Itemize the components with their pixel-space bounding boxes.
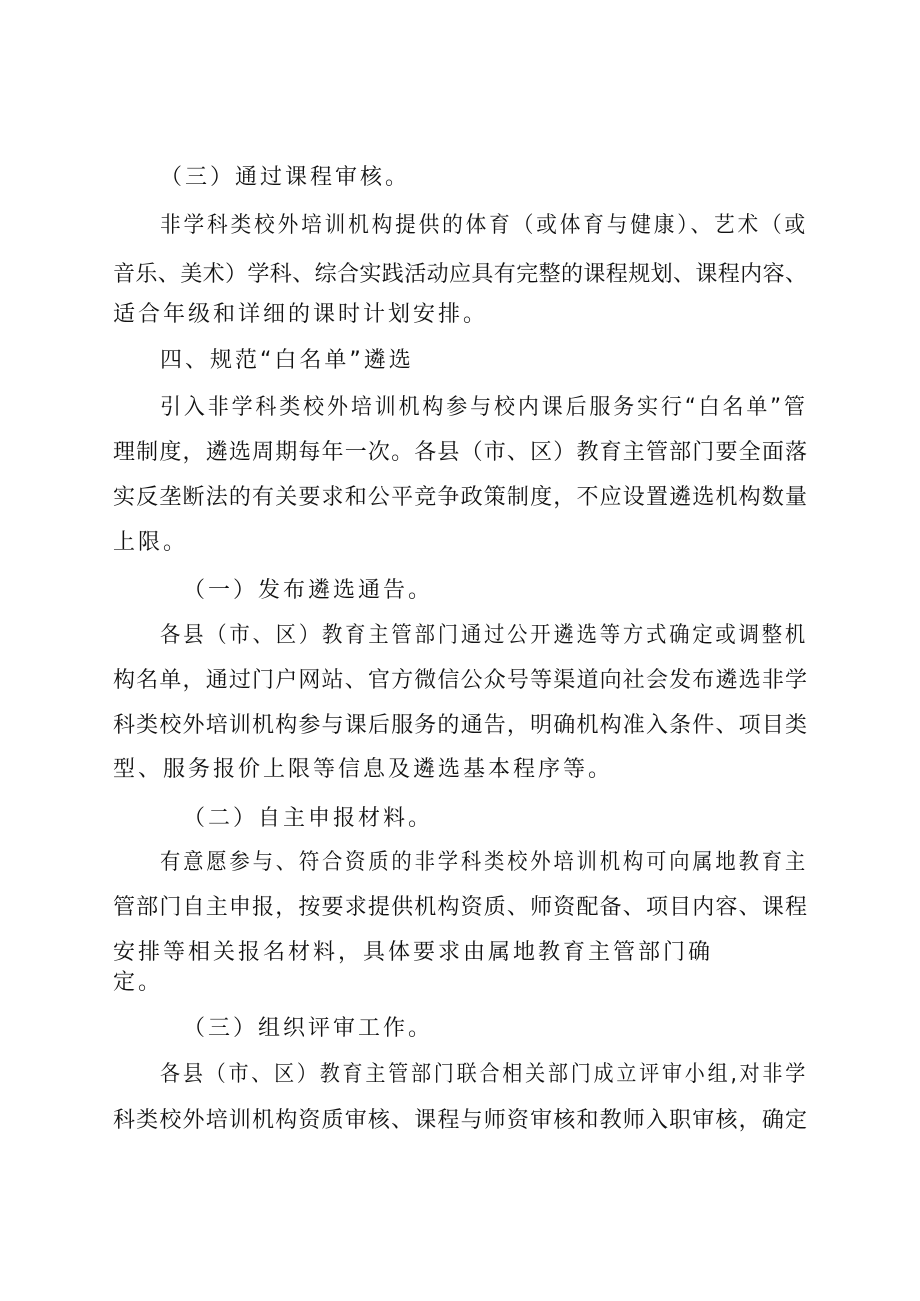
- section-heading-whitelist: 四、规范“白名单”遴选: [160, 348, 414, 373]
- subheading-self-declaration: （二）自主申报材料。: [183, 806, 434, 831]
- paragraph-line: 实反垄断法的有关要求和公平竞争政策制度，不应设置遴选机构数量: [113, 485, 807, 510]
- paragraph-line: 非学科类校外培训机构提供的体育（或体育与健康）、艺术（或: [160, 213, 809, 238]
- paragraph-line: 科类校外培训机构资质审核、课程与师资审核和教师入职审核，确定: [113, 1108, 807, 1133]
- paragraph-line: 上限。: [113, 530, 189, 555]
- paragraph-line: 引入非学科类校外培训机构参与校内课后服务实行“白名单”管: [160, 395, 808, 420]
- paragraph-line: 科类校外培训机构参与课后服务的通告，明确机构准入条件、项目类: [113, 713, 807, 738]
- paragraph-line: 音乐、美术）学科、综合实践活动应具有完整的课程规划、课程内容、: [113, 262, 807, 287]
- paragraph-line: 各县（市、区）教育主管部门联合相关部门成立评审小组,对非学: [160, 1062, 809, 1087]
- paragraph-line: 有意愿参与、符合资质的非学科类校外培训机构可向属地教育主: [160, 850, 809, 875]
- paragraph-line: 构名单，通过门户网站、官方微信公众号等渠道向社会发布遴选非学: [113, 668, 807, 693]
- paragraph-line: 适合年级和详细的课时计划安排。: [113, 302, 489, 327]
- paragraph-line: 理制度，遴选周期每年一次。各县（市、区）教育主管部门要全面落: [113, 440, 807, 465]
- subheading-organize-review: （三）组织评审工作。: [183, 1016, 434, 1041]
- paragraph-line: 各县（市、区）教育主管部门通过公开遴选等方式确定或调整机: [160, 623, 809, 648]
- paragraph-line: 管部门自主申报，按要求提供机构资质、师资配备、项目内容、课程: [113, 895, 807, 920]
- paragraph-line: 定。: [113, 970, 164, 995]
- subheading-course-review: （三）通过课程审核。: [160, 165, 411, 190]
- subheading-publish-notice: （一）发布遴选通告。: [183, 578, 434, 603]
- paragraph-line: 型、服务报价上限等信息及遴选基本程序等。: [113, 757, 614, 782]
- paragraph-line: 安排等相关报名材料，具体要求由属地教育主管部门确: [113, 940, 714, 965]
